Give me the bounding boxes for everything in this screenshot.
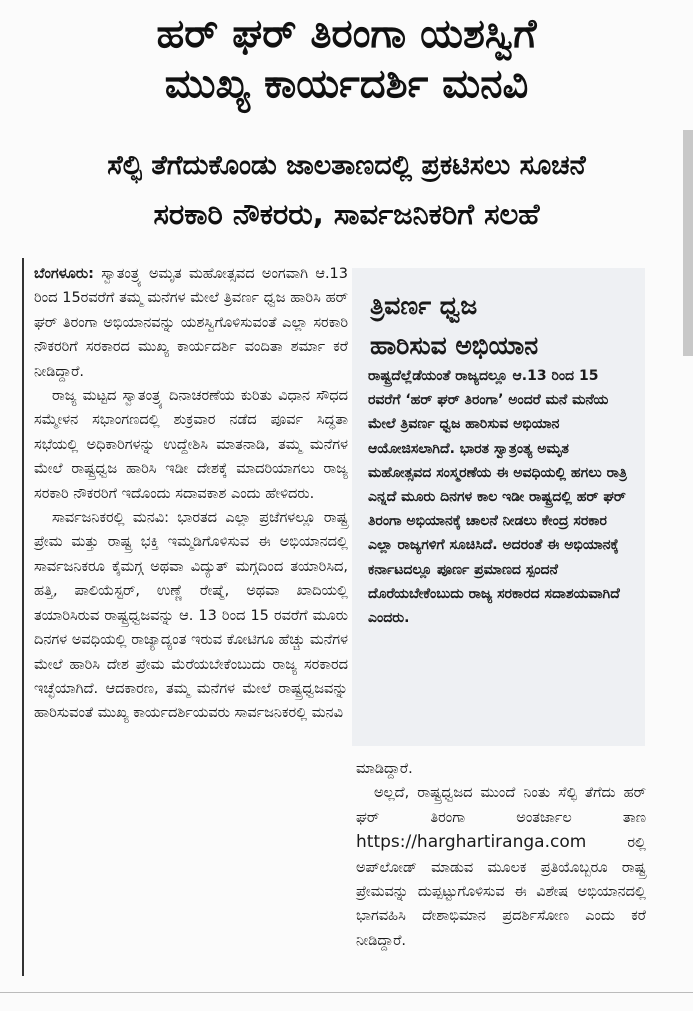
paragraph-1-text: ಸ್ವಾತಂತ್ರ್ಯ ಅಮೃತ ಮಹೋತ್ಸವದ ಅಂಗವಾಗಿ ಆ.13 ರಿಂದ 15ರವರೆಗೆ ತಮ್ಮ ಮನೆಗಳ ಮೇಲೆ ತ್ರಿವರ್ಣ ಧ್ವಜ ಹಾರಿಸಿ ಹರ್ ಘರ್ ತಿರಂಗಾ ಅಭಿಯಾನವನ್ನು ಯಶಸ್ವಿಗೊಳಿಸುವಂತೆ ಎಲ್ಲಾ ಸರಕಾರಿ ನೌಕರರಿಗೆ ಸರಕಾರದ ಮುಖ್ಯ ಕಾರ್ಯದರ್ಶಿ ವಂದಿತಾ ಶರ್ಮಾ ಕರೆ ನೀಡಿದ್ದಾರೆ. xyxy=(34,266,348,380)
paragraph-3: ಸಾರ್ವಜನಿಕರಲ್ಲಿ ಮನವಿ: ಭಾರತದ ಎಲ್ಲಾ ಪ್ರಜೆಗಳಲ್ಲೂ ರಾಷ್ಟ್ರ ಪ್ರೇಮ ಮತ್ತು ರಾಷ್ಟ್ರ ಭಕ್ತಿ ಇಮ್ಮಡಿಗೊಳಿಸುವ ಈ ಅಭಿಯಾನದಲ್ಲಿ ಸಾರ್ವಜನಿಕರೂ ಕೈಮಗ್ಗ ಅಥವಾ ವಿದ್ಯುತ್ ಮಗ್ಗದಿಂದ ತಯಾರಿಸಿದ, ಹತ್ತಿ, ಪಾಲಿಯೆಸ್ಟರ್, ಉಣ್ಣೆ ರೇಷ್ಮೆ, ಅಥವಾ ಖಾದಿಯಲ್ಲಿ ತಯಾರಿಸಿರುವ ರಾಷ್ಟ್ರಧ್ವಜವನ್ನು ಆ. 13 ರಿಂದ 15 ರವರೆಗೆ ಮೂರು ದಿನಗಳ ಅವಧಿಯಲ್ಲಿ ರಾಜ್ಯಾದ್ಯಂತ ಇರುವ ಕೋಟಿಗೂ ಹೆಚ್ಚು ಮನೆಗಳ ಮೇಲೆ ಹಾರಿಸಿ ದೇಶ ಪ್ರೇಮ ಮೆರೆಯಬೇಕೆಂಬುದು ರಾಜ್ಯ ಸರಕಾರದ ಇಚ್ಛೆಯಾಗಿದೆ. ಆದಕಾರಣ, ತಮ್ಮ ಮನೆಗಳ ಮೇಲೆ ರಾಷ್ಟ್ರಧ್ವಜವನ್ನು ಹಾರಿಸುವಂತೆ ಮುಖ್ಯ ಕಾರ್ಯದರ್ಶಿಯವರು ಸಾರ್ವಜನಿಕರಲ್ಲಿ ಮನವಿ xyxy=(34,510,348,722)
headline-line-2: ಮುಖ್ಯ ಕಾರ್ಯದರ್ಶಿ ಮನವಿ xyxy=(164,61,529,107)
dateline: ಬೆಂಗಳೂರು: xyxy=(34,266,94,282)
sidebar-box xyxy=(352,268,645,746)
sidebar-title-line-1: ತ್ರಿವರ್ಣ ಧ್ವಜ xyxy=(370,291,478,320)
subheadline-line-1: ಸೆಲ್ಫಿ ತೆಗೆದುಕೊಂಡು ಜಾಲತಾಣದಲ್ಲಿ ಪ್ರಕಟಿಸಲು ಸೂಚನೆ xyxy=(107,150,586,181)
paragraph-3-continued: ಮಾಡಿದ್ದಾರೆ. xyxy=(356,761,413,777)
sidebar-title xyxy=(370,286,640,366)
subheadline-line-2: ಸರಕಾರಿ ನೌಕರರು, ಸಾರ್ವಜನಿಕರಿಗೆ ಸಲಹೆ xyxy=(153,197,540,231)
article-left-column xyxy=(34,262,348,726)
headline-line-1: ಹರ್ ಘರ್ ತಿರಂಗಾ ಯಶಸ್ವಿಗೆ xyxy=(156,11,537,57)
website-link[interactable]: https://harghartiranga.com xyxy=(356,832,587,853)
paragraph-1 xyxy=(34,262,348,384)
article-right-column xyxy=(356,757,646,953)
sidebar-title-line-2: ಹಾರಿಸುವ ಅಭಿಯಾನ xyxy=(370,331,539,360)
bottom-rule xyxy=(0,992,693,993)
paragraph-4-text-a: ಅಲ್ಲದೆ, ರಾಷ್ಟ್ರಧ್ವಜದ ಮುಂದೆ ನಿಂತು ಸೆಲ್ಫಿ ತೆಗೆದು ಹರ್ ಘರ್ ತಿರಂಗಾ ಅಂತರ್ಜಾಲ ತಾಣ xyxy=(356,785,646,826)
sidebar-body: ರಾಷ್ಟ್ರದೆಲ್ಲೆಡೆಯಂತೆ ರಾಜ್ಯದಲ್ಲೂ ಆ.13 ರಿಂದ 15 ರವರೆಗೆ ‘ಹರ್ ಘರ್ ತಿರಂಗಾ’ ಅಂದರೆ ಮನೆ ಮನೆಯ ಮೇಲೆ ತ್ರಿವರ್ಣ ಧ್ವಜ ಹಾರಿಸುವ ಅಭಿಯಾನ ಆಯೋಜಿಸಲಾಗಿದೆ. ಭಾರತ ಸ್ವಾತ್ರಂತ್ಯ ಅಮೃತ ಮಹೋತ್ಸವದ ಸಂಸ್ಮರಣೆಯ ಈ ಅವಧಿಯಲ್ಲಿ ಹಗಲು ರಾತ್ರಿ ಎನ್ನದೆ ಮೂರು ದಿನಗಳ ಕಾಲ ಇಡೀ ರಾಷ್ಟ್ರದಲ್ಲಿ ಹರ್ ಘರ್ ತಿರಂಗಾ ಅಭಿಯಾನಕ್ಕೆ ಚಾಲನೆ ನೀಡಲು ಕೇಂದ್ರ ಸರಕಾರ ಎಲ್ಲಾ ರಾಜ್ಯಗಳಿಗೆ ಸೂಚಿಸಿದೆ. ಅದರಂತೆ ಈ ಅಭಿಯಾನಕ್ಕೆ ಕರ್ನಾಟದಲ್ಲೂ ಪೂರ್ಣ ಪ್ರಮಾಣದ ಸ್ಪಂದನೆ ದೊರೆಯಬೇಕೆಂಬುದು ರಾಜ್ಯ ಸರಕಾರದ ಸದಾಶಯವಾಗಿದೆ ಎಂದರು. xyxy=(368,368,627,627)
paragraph-4-text-b: ರಲ್ಲಿ ಅಪ್‌ಲೋಡ್ ಮಾಡುವ ಮೂಲಕ ಪ್ರತಿಯೊಬ್ಬರೂ ರಾಷ್ಟ್ರ ಪ್ರೇಮವನ್ನು ದುಪ್ಪಟ್ಟುಗೊಳಿಸುವ ಈ ವಿಶೇಷ ಅಭಿಯಾನದಲ್ಲಿ ಭಾಗವಹಿಸಿ ದೇಶಾಭಿಮಾನ ಪ್ರದರ್ಶಿಸೋಣ ಎಂದು ಕರೆ ನೀಡಿದ್ದಾರೆ. xyxy=(356,835,646,949)
column-rule xyxy=(22,258,24,976)
paragraph-4 xyxy=(356,781,646,953)
scrollbar[interactable] xyxy=(683,130,693,356)
paragraph-2: ರಾಜ್ಯ ಮಟ್ಟದ ಸ್ವಾತಂತ್ರ್ಯ ದಿನಾಚರಣೆಯ ಕುರಿತು ವಿಧಾನ ಸೌಧದ ಸಮ್ಮೇಳನ ಸಭಾಂಗಣದಲ್ಲಿ ಶುಕ್ರವಾರ ನಡೆದ ಪೂರ್ವ ಸಿದ್ಧತಾ ಸಭೆಯಲ್ಲಿ ಅಧಿಕಾರಿಗಳನ್ನು ಉದ್ದೇಶಿಸಿ ಮಾತನಾಡಿ, ತಮ್ಮ ಮನೆಗಳ ಮೇಲೆ ರಾಷ್ಟ್ರಧ್ವಜ ಹಾರಿಸಿ ಇಡೀ ದೇಶಕ್ಕೆ ಮಾದರಿಯಾಗಲು ರಾಜ್ಯ ಸರಕಾರಿ ನೌಕರರಿಗೆ ಇದೊಂದು ಸದಾವಕಾಶ ಎಂದು ಹೇಳಿದರು. xyxy=(34,388,348,502)
